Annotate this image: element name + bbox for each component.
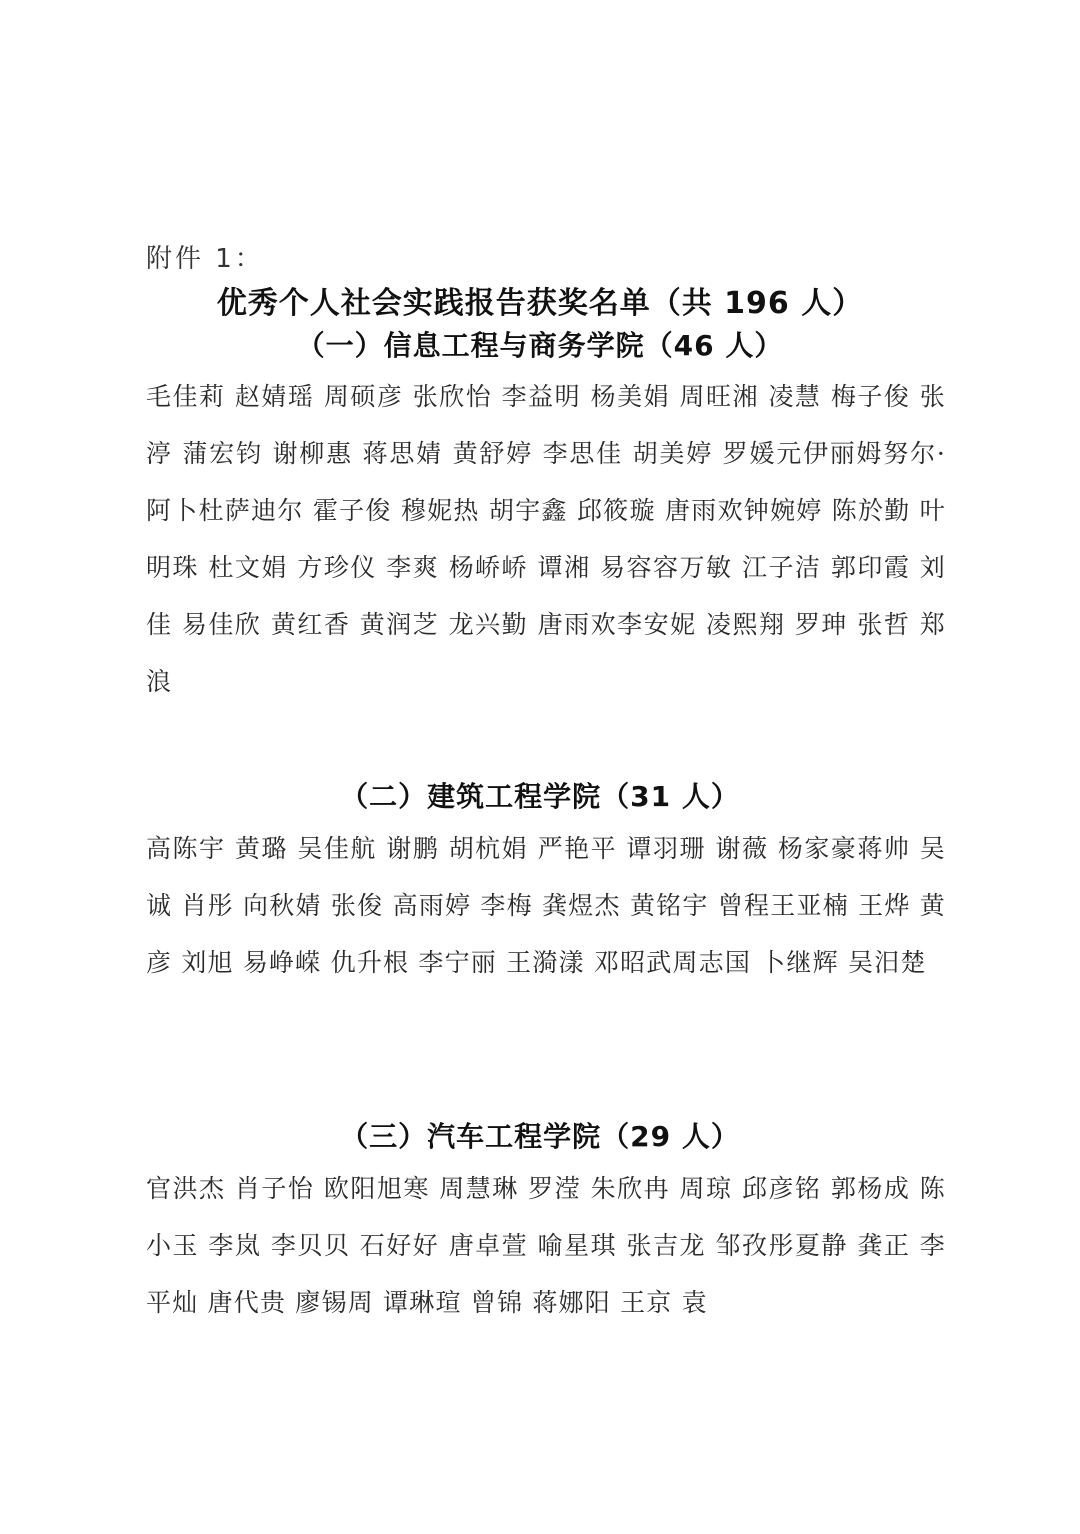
document-title: 优秀个人社会实践报告获奖名单（共 196 人） (216, 286, 864, 321)
names-list-automotive: 官洪杰 肖子怡 欧阳旭寒 周慧琳 罗滢 朱欣冉 周琼 邱彦铭 郭杨成 陈小玉 李岚 李贝贝 石好好 唐卓萱 喻星琪 张吉龙 邹孜彤夏静 龚正 李平灿 唐代贵 廖锡周 谭琳瑄 曾锦 蒋娜阳 王京 袁 (146, 1174, 946, 1317)
names-list-info-engineering: 毛佳莉 赵婧瑶 周硕彦 张欣怡 李益明 杨美娟 周旺湘 凌慧 梅子俊 张渟 蒲宏钧 谢柳惠 蒋思婧 黄舒婷 李思佳 胡美婷 罗媛元伊丽姆努尔·阿卜杜萨迪尔 霍子俊 穆妮热 胡宇鑫 邱筱璇 唐雨欢钟婉婷 陈於勤 叶明珠 杜文娟 方珍仪 李爽 杨峤峤 谭湘 易容容万敏 江子洁 郭印霞 刘佳 易佳欣 黄红香 黄润芝 龙兴勤 唐雨欢李安妮 凌熙翔 罗珅 张哲 郑浪 (146, 382, 946, 696)
attachment-label: 附件 1： (146, 244, 264, 274)
section-heading-info-engineering: （一）信息工程与商务学院（46 人） (296, 329, 784, 362)
section-heading-automotive: （三）汽车工程学院（29 人） (340, 1120, 740, 1153)
section-heading-architecture: （二）建筑工程学院（31 人） (340, 780, 740, 813)
names-list-architecture: 高陈宇 黄璐 吴佳航 谢鹏 胡杭娟 严艳平 谭羽珊 谢薇 杨家豪蒋帅 吴诚 肖彤 向秋婧 张俊 高雨婷 李梅 龚煜杰 黄铭宇 曾程王亚楠 王烨 黄彦 刘旭 易峥嵘 仇升根 李宁丽 王漪漾 邓昭武周志国 卜继辉 吴汨楚 (146, 834, 946, 977)
